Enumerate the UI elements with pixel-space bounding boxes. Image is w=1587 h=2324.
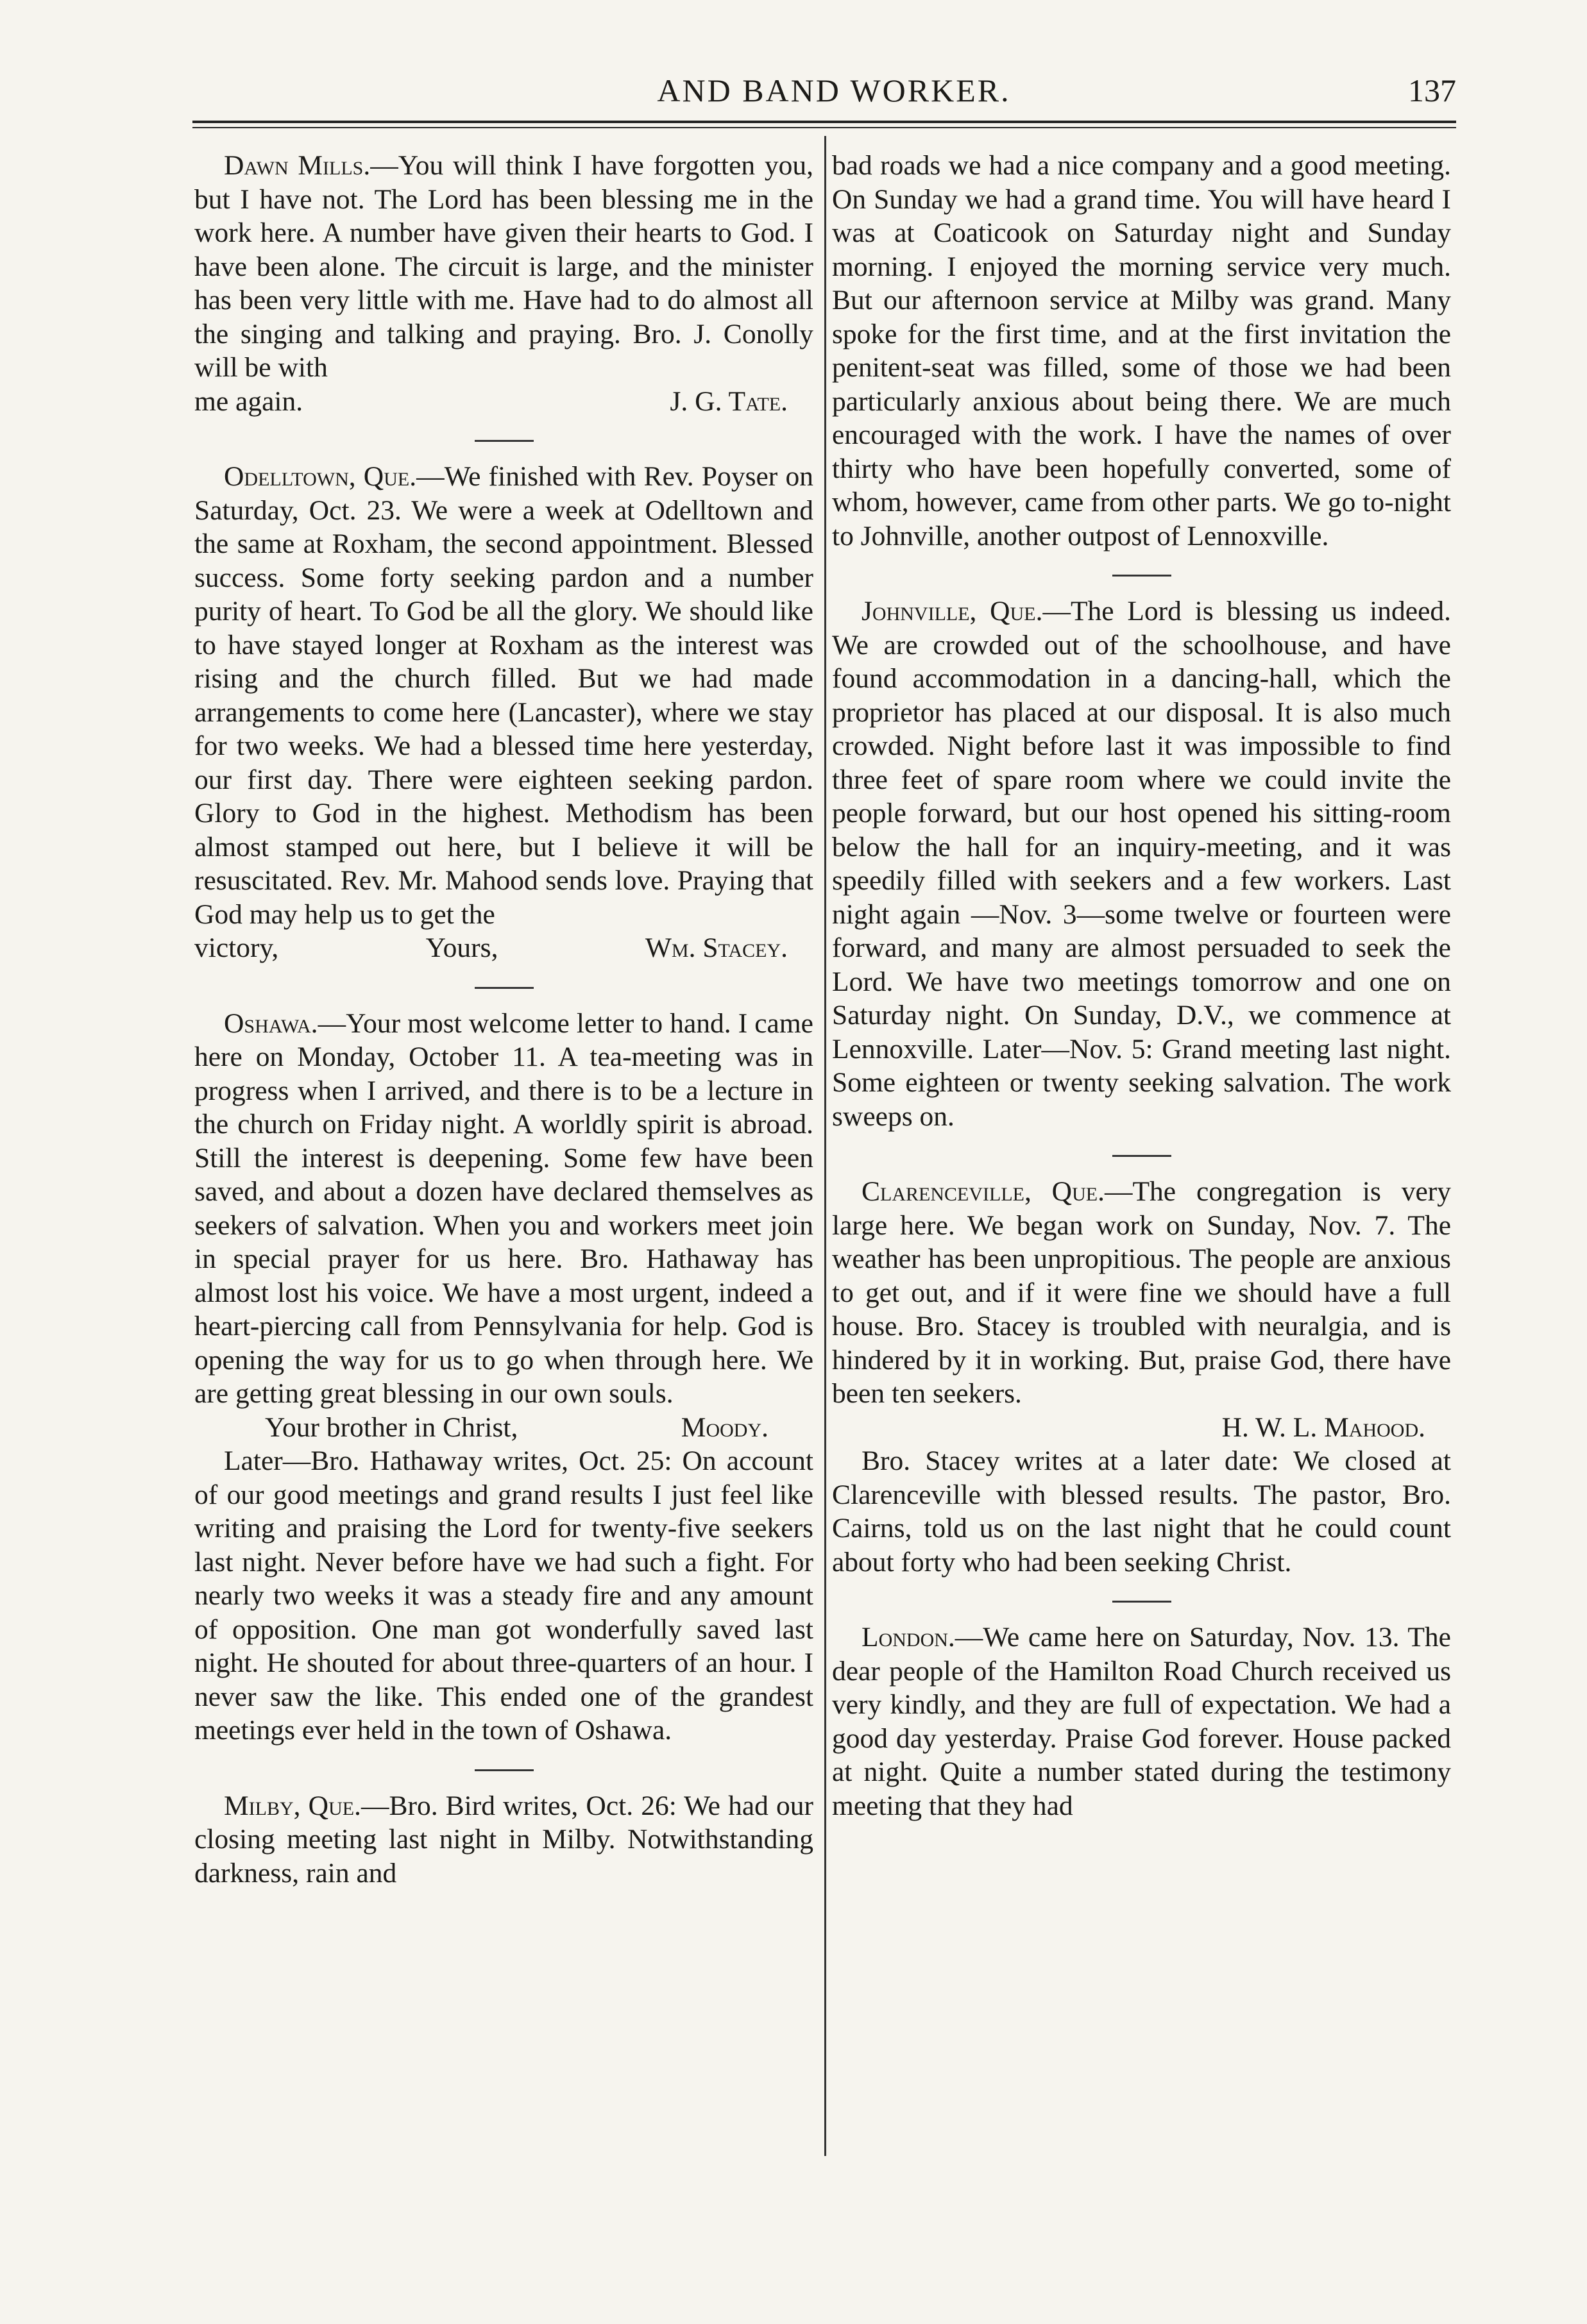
report-odelltown [194, 460, 813, 965]
left-column [194, 149, 813, 1890]
report-place: Odelltown, Que. [224, 461, 417, 492]
report-body [832, 594, 1451, 1133]
report-text: —The Lord is blessing us indeed. We are crowded out of the schoolhouse, and have found accommodation in a dancing-hall, which the proprietor has placed at our disposal. It is also much crowded. Night before last it was impossible to find three feet of spare room where we could invite the people forward, but our host opened his sitting-room below the hall for an inquiry-meeting, and it was speedily filled with seekers and a few workers. Last night again —Nov. 3—some twelve or fourteen were forward, and many are almost persuaded to seek the Lord. We have two meetings tomorrow and one on Saturday night. On Sunday, D.V., we commence at Lennoxville. Later—Nov. 5: Grand meeting last night. Some eighteen or twenty seeking salvation. The work sweeps on. [832, 596, 1451, 1132]
section-separator [1112, 575, 1171, 577]
signature-line [194, 931, 813, 965]
report-place: Milby, Que. [224, 1790, 361, 1821]
report-later: Later—Bro. Hathaway writes, Oct. 25: On account of our good meetings and grand results I just feel like writing and praising the Lord for twenty-five seekers last night. Never before have we had such a fight. For nearly two weeks it was a steady fire and any amount of opposition. One man got wonderfully saved last night. He shouted for about three-quarters of an hour. I never saw the like. This ended one of the grandest meetings ever held in the town of Oshawa. [194, 1445, 813, 1746]
report-text: —Bro. Bird writes, Oct. 26: We had our closing meeting last night in Milby. Notwithstanding darkness, rain and [194, 1790, 813, 1889]
report-body [194, 1007, 813, 1411]
section-separator [475, 1769, 534, 1771]
report-london [832, 1621, 1451, 1823]
signature: Wm. Stacey. [645, 932, 788, 963]
report-dawn-mills [194, 149, 813, 418]
column-divider [824, 136, 826, 2156]
signature: H. W. L. Mahood. [1221, 1411, 1425, 1443]
section-separator [475, 440, 534, 442]
signature-line [194, 1411, 813, 1445]
report-place: Oshawa. [224, 1007, 318, 1039]
report-text: —The congregation is very large here. We began work on Sunday, Nov. 7. The weather has been unpropitious. The people are anxious to get out, and if it were fine we should have a full house. Bro. Stacey is troubled with neuralgia, and is hindered by it in working. But, praise God, there have been ten seekers. [832, 1176, 1452, 1409]
report-body [194, 460, 813, 931]
report-clarenceville [832, 1175, 1451, 1579]
report-place: Dawn Mills. [224, 150, 371, 181]
report-text: —You will think I have forgotten you, but I have not. The Lord has been blessing me in the work here. A number have given their hearts to God. I have been alone. The circuit is large, and the minister has been very little with me. Have had to do almost all the singing and talking and praying. Bro. J. Conolly will be with [194, 150, 813, 383]
report-milby [194, 1789, 813, 1890]
report-later: Bro. Stacey writes at a later date: We closed at Clarenceville with blessed results. The pastor, Bro. Cairns, told us on the last night that he could count about forty who had been seeking Christ. [832, 1445, 1451, 1578]
header-rule-thick [192, 121, 1456, 123]
report-body [194, 149, 813, 385]
report-text: —We came here on Saturday, Nov. 13. The dear people of the Hamilton Road Church received us very kindly, and they are full of expectation. We had a good day yesterday. Praise God forever. House packed at night. Quite a number stated during the testimony meeting that they had [832, 1622, 1451, 1821]
section-separator [1112, 1601, 1171, 1603]
report-body [832, 1621, 1451, 1823]
report-place: London. [861, 1622, 955, 1653]
closing-text: Your brother in Christ, [265, 1411, 518, 1443]
page-header-title: AND BAND WORKER. [657, 72, 1011, 108]
report-text: bad roads we had a nice company and a good meeting. On Sunday we had a grand time. You will have heard I was at Coaticook on Saturday night and Sunday morning. I enjoyed the morning service very much. But our afternoon service at Milby was grand. Many spoke for the first time, and at the first invitation the penitent-seat was filled, some of those we had been particularly anxious about being there. We are much encouraged with the work. I have the names of over thirty who have been hopefully converted, some of whom, however, came from other parts. We go to-night to Johnville, another outpost of Lennoxville. [832, 150, 1451, 552]
report-place: Clarenceville, Que. [861, 1176, 1105, 1207]
report-body [832, 1175, 1451, 1411]
closing-text: me again. [194, 385, 303, 417]
report-text: —Your most welcome letter to hand. I came here on Monday, October 11. A tea-meeting was in progress when I arrived, and there is to be a lecture in the church on Friday night. A worldly spirit is abroad. Still the interest is deepening. Some few have been saved, and about a dozen have declared themselves as seekers of salvation. When you and workers meet join in special prayer for us here. Bro. Hathaway has almost lost his voice. We have a most urgent, indeed a heart-piercing call from Pennsylvania for help. God is opening the way for us to go when through here. We are getting great blessing in our own souls. [194, 1007, 813, 1409]
closing-text: victory, [194, 932, 279, 963]
signature-line [194, 385, 813, 419]
report-oshawa [194, 1007, 813, 1747]
report-milby-continued [832, 149, 1451, 553]
section-separator [1112, 1155, 1171, 1157]
section-separator [475, 987, 534, 989]
report-place: Johnville, Que. [861, 596, 1043, 627]
signature: Moody. [681, 1411, 768, 1443]
closing-yours: Yours, [425, 932, 498, 963]
report-johnville [832, 594, 1451, 1133]
report-text: —We finished with Rev. Poyser on Saturday, Oct. 23. We were a week at Odelltown and the same at Roxham, the second appointment. Blessed success. Some forty seeking pardon and a number purity of heart. To God be all the glory. We should like to have stayed longer at Roxham as the interest was rising and the church filled. But we had made arrangements to come here (Lancaster), where we stay for two weeks. We had a blessed time here yesterday, our first day. There were eighteen seeking pardon. Glory to God in the highest. Methodism has been almost stamped out here, but I believe it will be resuscitated. Rev. Mr. Mahood sends love. Praying that God may help us to get the [194, 461, 813, 930]
header-rule-thin [192, 127, 1456, 128]
signature: J. G. Tate. [670, 385, 788, 417]
page-number: 137 [1408, 72, 1456, 108]
report-body [194, 1789, 813, 1890]
right-column [832, 149, 1451, 1823]
